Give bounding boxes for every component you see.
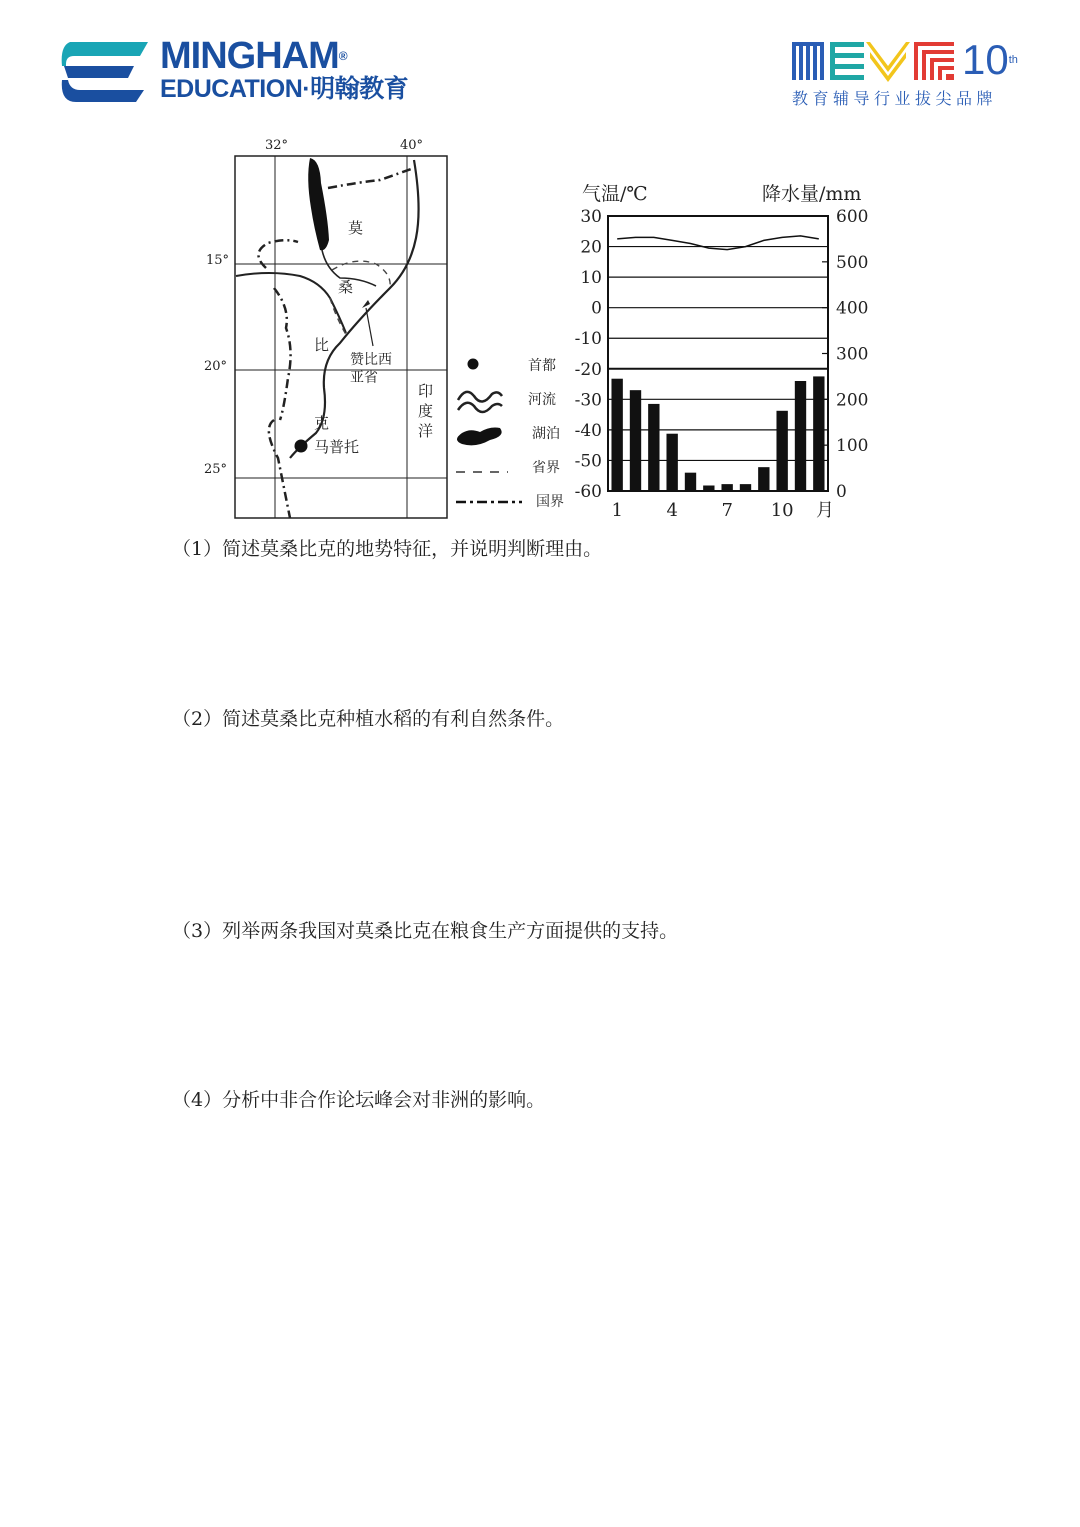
mingham-logo bbox=[56, 36, 416, 108]
left-tick-label: 10 bbox=[580, 268, 602, 289]
legend-label-river: 河流 bbox=[528, 392, 556, 408]
question-3: （3）列举两条我国对莫桑比克在粮食生产方面提供的支持。 bbox=[172, 920, 679, 942]
me-10th-logo bbox=[790, 38, 1030, 110]
figure bbox=[190, 128, 890, 528]
lake-icon bbox=[457, 428, 502, 446]
precipitation-bar bbox=[758, 467, 769, 491]
me-blocks-icon bbox=[790, 40, 958, 82]
precipitation-bar bbox=[740, 484, 751, 491]
left-axis-label: 气温/℃ bbox=[582, 183, 648, 205]
ocean-label-3: 洋 bbox=[418, 422, 434, 440]
climate-chart bbox=[575, 183, 869, 521]
x-tick-label: 10 bbox=[770, 500, 794, 521]
country-label-4: 克 bbox=[314, 414, 330, 432]
right-tick-label: 200 bbox=[836, 390, 869, 411]
right-tick-label: 500 bbox=[836, 252, 869, 273]
question-4: （4）分析中非合作论坛峰会对非洲的影响。 bbox=[172, 1089, 546, 1111]
left-tick-label: 30 bbox=[580, 207, 602, 227]
precipitation-bar bbox=[630, 390, 641, 491]
right-tick-label: 400 bbox=[836, 298, 869, 319]
capital-dot-icon bbox=[468, 359, 479, 370]
lat-label-20: 20° bbox=[204, 359, 228, 374]
x-tick-label: 7 bbox=[721, 500, 733, 521]
coastline bbox=[290, 160, 419, 458]
brand-name: MINGHAM® bbox=[160, 35, 347, 77]
province-label-2: 亚省 bbox=[350, 370, 378, 386]
right-tick-label: 0 bbox=[836, 482, 847, 502]
anniversary-number: 10th bbox=[962, 36, 1018, 83]
zambezia-province-border bbox=[330, 261, 390, 338]
precipitation-bar bbox=[795, 381, 806, 491]
legend-label-province: 省界 bbox=[532, 460, 560, 476]
lake-malawi bbox=[308, 158, 329, 250]
x-tick-label: 1 bbox=[611, 500, 623, 521]
lat-label-25: 25° bbox=[204, 462, 228, 477]
right-tick-label: 100 bbox=[836, 436, 869, 457]
lon-label-32: 32° bbox=[265, 138, 289, 153]
precipitation-bar bbox=[721, 484, 732, 491]
country-label-1: 莫 bbox=[348, 219, 364, 237]
legend bbox=[456, 358, 564, 510]
lon-label-40: 40° bbox=[400, 138, 424, 153]
precipitation-bar bbox=[648, 404, 659, 491]
ocean-label-1: 印 bbox=[418, 382, 434, 400]
left-tick-label: 0 bbox=[591, 298, 602, 319]
left-tick-label: -20 bbox=[574, 359, 602, 380]
left-tick-label: -10 bbox=[574, 329, 602, 350]
province-leader-line bbox=[366, 308, 373, 346]
right-tick-label: 300 bbox=[836, 344, 869, 365]
precipitation-bar bbox=[776, 411, 787, 491]
question-1: （1）简述莫桑比克的地势特征，并说明判断理由。 bbox=[172, 538, 603, 560]
capital-label: 马普托 bbox=[314, 438, 360, 456]
brand-subtitle: EDUCATION·明翰教育 bbox=[160, 75, 409, 103]
right-axis-label: 降水量/mm bbox=[762, 183, 862, 205]
precipitation-bar bbox=[703, 486, 714, 492]
left-tick-label: -30 bbox=[574, 390, 602, 411]
map bbox=[204, 138, 447, 518]
river-icon bbox=[458, 392, 502, 412]
left-tick-label: 20 bbox=[580, 237, 602, 258]
left-tick-label: -40 bbox=[574, 420, 602, 441]
country-label-3: 比 bbox=[314, 336, 330, 354]
lat-label-15: 15° bbox=[206, 253, 230, 268]
ocean-label-2: 度 bbox=[418, 402, 434, 420]
x-unit-label: 月 bbox=[816, 500, 834, 521]
question-2: （2）简述莫桑比克种植水稻的有利自然条件。 bbox=[172, 708, 565, 730]
national-border bbox=[258, 168, 414, 518]
legend-label-capital: 首都 bbox=[528, 358, 556, 374]
province-label-1: 赞比西 bbox=[350, 352, 392, 368]
mingham-logo-mark-icon bbox=[56, 40, 152, 104]
precipitation-bar bbox=[685, 473, 696, 491]
figure-svg bbox=[190, 128, 890, 528]
leader-arrow bbox=[362, 300, 370, 308]
left-tick-label: -50 bbox=[574, 451, 602, 472]
country-label-2: 桑 bbox=[338, 278, 354, 296]
precipitation-bar bbox=[813, 376, 824, 491]
legend-label-lake: 湖泊 bbox=[532, 426, 560, 442]
legend-label-border: 国界 bbox=[536, 494, 564, 510]
x-tick-label: 4 bbox=[666, 500, 678, 521]
brand-tagline: 教育辅导行业拔尖品牌 bbox=[792, 89, 998, 108]
right-tick-label: 600 bbox=[836, 207, 869, 227]
capital-maputo-dot-icon bbox=[295, 440, 308, 453]
left-tick-label: -60 bbox=[574, 482, 602, 502]
map-frame bbox=[235, 156, 447, 518]
zambezi-river bbox=[236, 273, 346, 333]
precipitation-bar bbox=[611, 379, 622, 491]
temperature-line bbox=[617, 236, 819, 250]
precipitation-bar bbox=[666, 434, 677, 491]
